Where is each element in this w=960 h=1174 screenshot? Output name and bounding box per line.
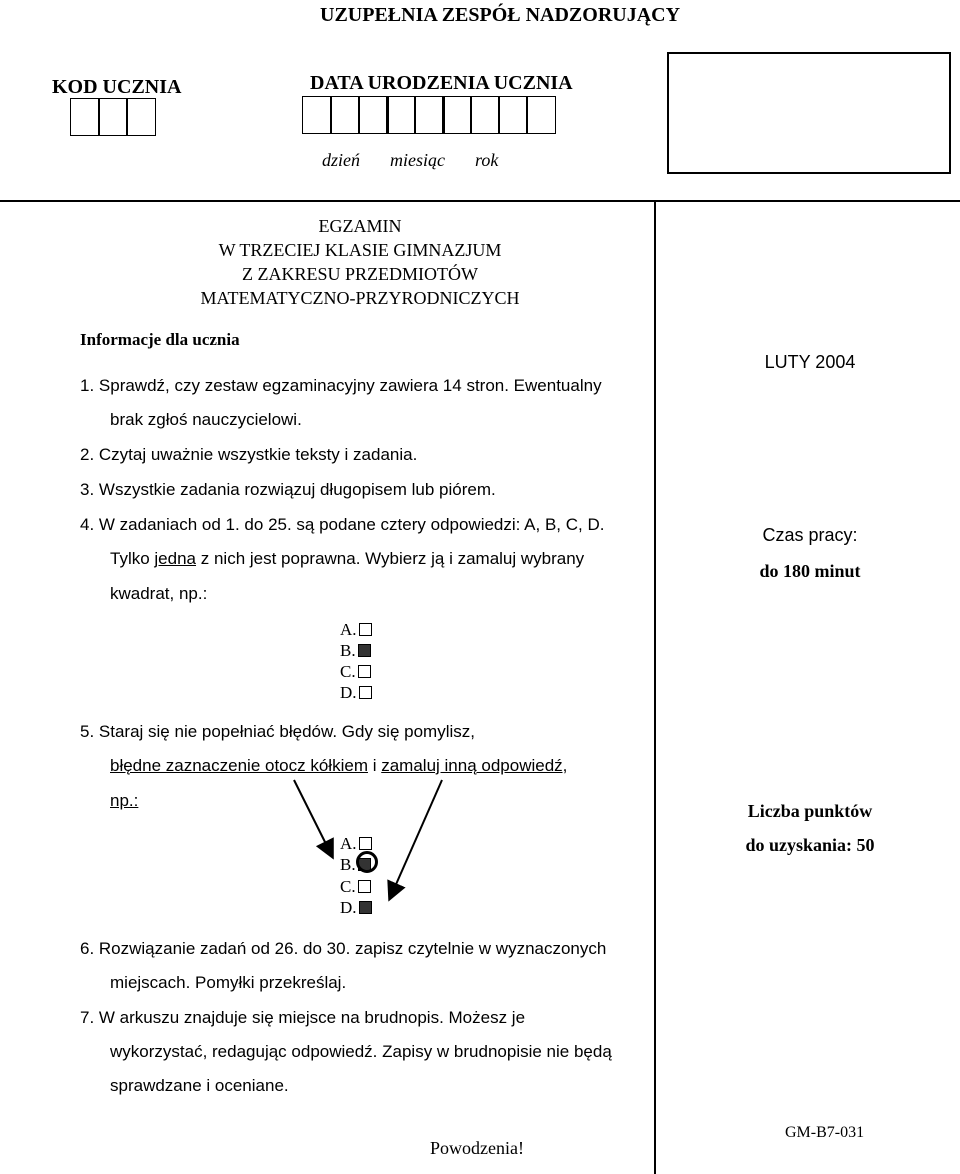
example1-box-c — [358, 665, 371, 678]
info-7a: 7. W arkuszu znajduje się miejsce na brudnopis. Możesz je — [80, 1008, 526, 1027]
dzien-label: dzień — [322, 150, 360, 170]
exam-title: EGZAMIN W TRZECIEJ KLASIE GIMNAZJUM Z ZAKRESU PRZEDMIOTÓW MATEMATYCZNO-PRZYRODNICZYCH — [200, 216, 520, 308]
points-label: Liczba punktów — [747, 801, 873, 821]
info-5b: błędne zaznaczenie otocz kółkiem i zamaluj inną odpowiedź, — [110, 756, 568, 775]
sidebar-divider — [654, 200, 656, 1174]
info-heading: Informacje dla ucznia — [80, 330, 240, 349]
info-1a: 1. Sprawdź, czy zestaw egzaminacyjny zawiera 14 stron. Ewentualny — [80, 376, 602, 395]
info-4c: kwadrat, np.: — [110, 584, 208, 603]
example1-box-b — [358, 644, 371, 657]
time-value: do 180 minut — [759, 561, 861, 581]
miesiac-label: miesiąc — [390, 150, 445, 170]
points-value: do uzyskania: 50 — [745, 835, 875, 855]
info-7b: wykorzystać, redagując odpowiedź. Zapisy w brudnopisie nie będą — [110, 1042, 612, 1061]
example2-box-d — [359, 901, 372, 914]
info-5a: 5. Staraj się nie popełniać błędów. Gdy się pomylisz, — [80, 722, 475, 741]
header-title: UZUPEŁNIA ZESPÓŁ NADZORUJĄCY — [320, 4, 681, 26]
sheet-code: GM-B7-031 — [785, 1124, 865, 1141]
rok-label: rok — [475, 150, 499, 170]
example2-box-c — [358, 880, 371, 893]
info-7c: sprawdzane i oceniane. — [110, 1076, 289, 1095]
info-6a: 6. Rozwiązanie zadań od 26. do 30. zapisz czytelnie w wyznaczonych — [80, 939, 607, 958]
error-circle — [356, 851, 378, 873]
top-divider — [0, 200, 960, 202]
example1-box-d — [359, 686, 372, 699]
farewell: Powodzenia! — [430, 1138, 524, 1158]
data-urodzenia-boxes[interactable] — [302, 96, 562, 138]
info-5c: np.: — [110, 791, 139, 810]
example2-box-a — [359, 837, 372, 850]
exam-date: LUTY 2004 — [764, 352, 856, 372]
info-1b: brak zgłoś nauczycielowi. — [110, 410, 302, 429]
info-2: 2. Czytaj uważnie wszystkie teksty i zadania. — [80, 445, 418, 464]
kod-ucznia-boxes[interactable] — [70, 98, 158, 138]
time-label: Czas pracy: — [762, 525, 858, 545]
photo-box — [667, 52, 951, 174]
kod-ucznia-label: KOD UCZNIA — [52, 76, 182, 98]
info-6b: miejscach. Pomyłki przekreślaj. — [110, 973, 347, 992]
correction-arrows — [290, 776, 460, 906]
data-urodzenia-label: DATA URODZENIA UCZNIA — [310, 72, 573, 94]
example1-box-a — [359, 623, 372, 636]
info-4a: 4. W zadaniach od 1. do 25. są podane cztery odpowiedzi: A, B, C, D. — [80, 515, 605, 534]
info-3: 3. Wszystkie zadania rozwiązuj długopisem lub piórem. — [80, 480, 496, 499]
info-4b: Tylko jedna z nich jest poprawna. Wybierz ją i zamaluj wybrany — [110, 549, 585, 568]
